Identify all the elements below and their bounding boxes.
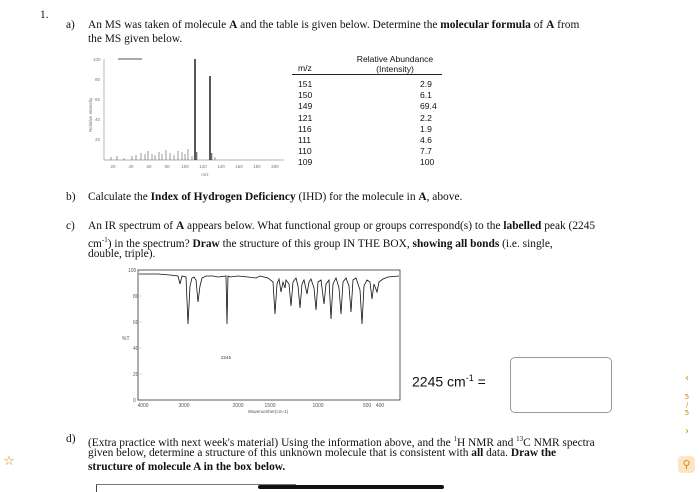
ms-table-header-mz: m/z [298,62,312,73]
ir-ytick-20: 20 [133,372,139,378]
ms-ytick-20: 20 [95,137,101,142]
part-a-line2: the MS given below. [88,33,183,45]
ir-xtick: 4000 [137,403,149,409]
ir-ytick-60: 60 [133,320,139,326]
ir-xtick: 1500 [264,403,276,409]
ir-xtick: 400 [375,403,385,409]
ms-ytick-80: 80 [95,77,101,82]
part-c-line1: An IR spectrum of A appears below. What functional group or groups correspond(s) to the labelled peak (2245 [88,220,596,232]
ms-xtick: 80 [164,164,170,169]
ms-peaks [111,149,215,160]
table-row: 111 4.6 [298,135,432,146]
ms-table-wrapper [292,52,442,169]
ms-ytick-100: 100 [93,57,101,62]
ms-table [292,52,442,169]
problem-number: 1. [40,9,49,21]
part-a-label: a) [66,19,75,31]
part-d-line3: structure of molecule A in the box below. [88,461,286,473]
ir-xtick: 2000 [232,403,244,409]
part-c-label: c) [66,220,75,232]
part-c-line2: $cm^{-1}$) in the spectrum? Draw the structure of this group IN THE BOX, showing all bonds (i.e. single, [88,236,553,250]
ms-xtick: 200 [271,164,279,169]
ir-xtick: 1000 [312,403,324,409]
ir-spectrum [118,264,402,422]
ms-ytick-60: 60 [95,97,101,102]
ir-yaxis-label: %T [122,336,130,342]
chevron-up-icon[interactable]: ‹ [685,373,689,384]
ms-xtick: 60 [146,164,152,169]
ir-answer-label: 2245 $cm^{-1}$ = [412,373,486,390]
ms-xtick: 40 [128,164,134,169]
star-icon[interactable]: ☆ [3,454,15,469]
ms-xtick: 20 [110,164,116,169]
page-indicator: 5 / 5 [684,393,690,417]
table-row: 109 100 [298,157,435,168]
ms-ylabel: Relative Intensity [88,97,93,132]
ms-xtick: 160 [235,164,243,169]
table-row: 149 69.4 [298,101,437,112]
part-d-line1: (Extra practice with next week's material) Using the information above, and the $^1$H NMR and $^{13}$C NMR spectra [88,435,595,449]
ir-ytick-100: 100 [128,268,137,274]
part-b-label: b) [66,191,76,203]
ms-xtick: 140 [217,164,225,169]
ir-ytick-0: 0 [133,398,136,404]
ms-xlabel: m/z [201,172,209,177]
zoom-icon[interactable]: ⚲ [678,456,695,473]
ms-xtick: 180 [253,164,261,169]
ms-table-header-abundance: Relative Abundance (Intensity) [356,54,434,74]
table-row: 151 2.9 [298,79,432,89]
ir-peak-label: 2245 [220,355,232,360]
table-row: 110 7.7 [298,146,432,157]
table-row: 116 1.9 [298,123,432,134]
part-a-line1: An MS was taken of molecule A and the table is given below. Determine the molecular formula of A from [88,19,580,31]
ir-xlabel: Wavenumber(cm-1) [247,409,289,414]
part-b-text: Calculate the Index of Hydrogen Deficiency (IHD) for the molecule in A, above. [88,191,463,203]
ms-xtick: 120 [199,164,207,169]
mass-spectrum [84,50,289,180]
chevron-down-icon[interactable]: › [685,426,689,437]
ms-caption-smudge [118,58,142,60]
part-c-line3: double, triple). [88,248,156,260]
horizontal-scrollbar[interactable] [258,485,444,489]
ms-major-peaks [195,59,212,160]
table-row: 150 6.1 [298,90,432,101]
structure-box-edge-left [96,484,97,492]
table-row: 121 2.2 [298,112,432,123]
ms-ytick-40: 40 [95,117,101,122]
ir-xtick: 500 [362,403,372,409]
ir-ytick-40: 40 [133,346,139,352]
part-d-line2: given below, determine a structure of this unknown molecule that is consistent with all data. Draw the [88,447,557,459]
functional-group-answer-box[interactable] [510,357,612,413]
ir-ytick-80: 80 [133,294,139,300]
ir-xtick: 3000 [178,403,190,409]
ms-xtick: 100 [181,164,189,169]
part-d-label: d) [66,433,76,445]
